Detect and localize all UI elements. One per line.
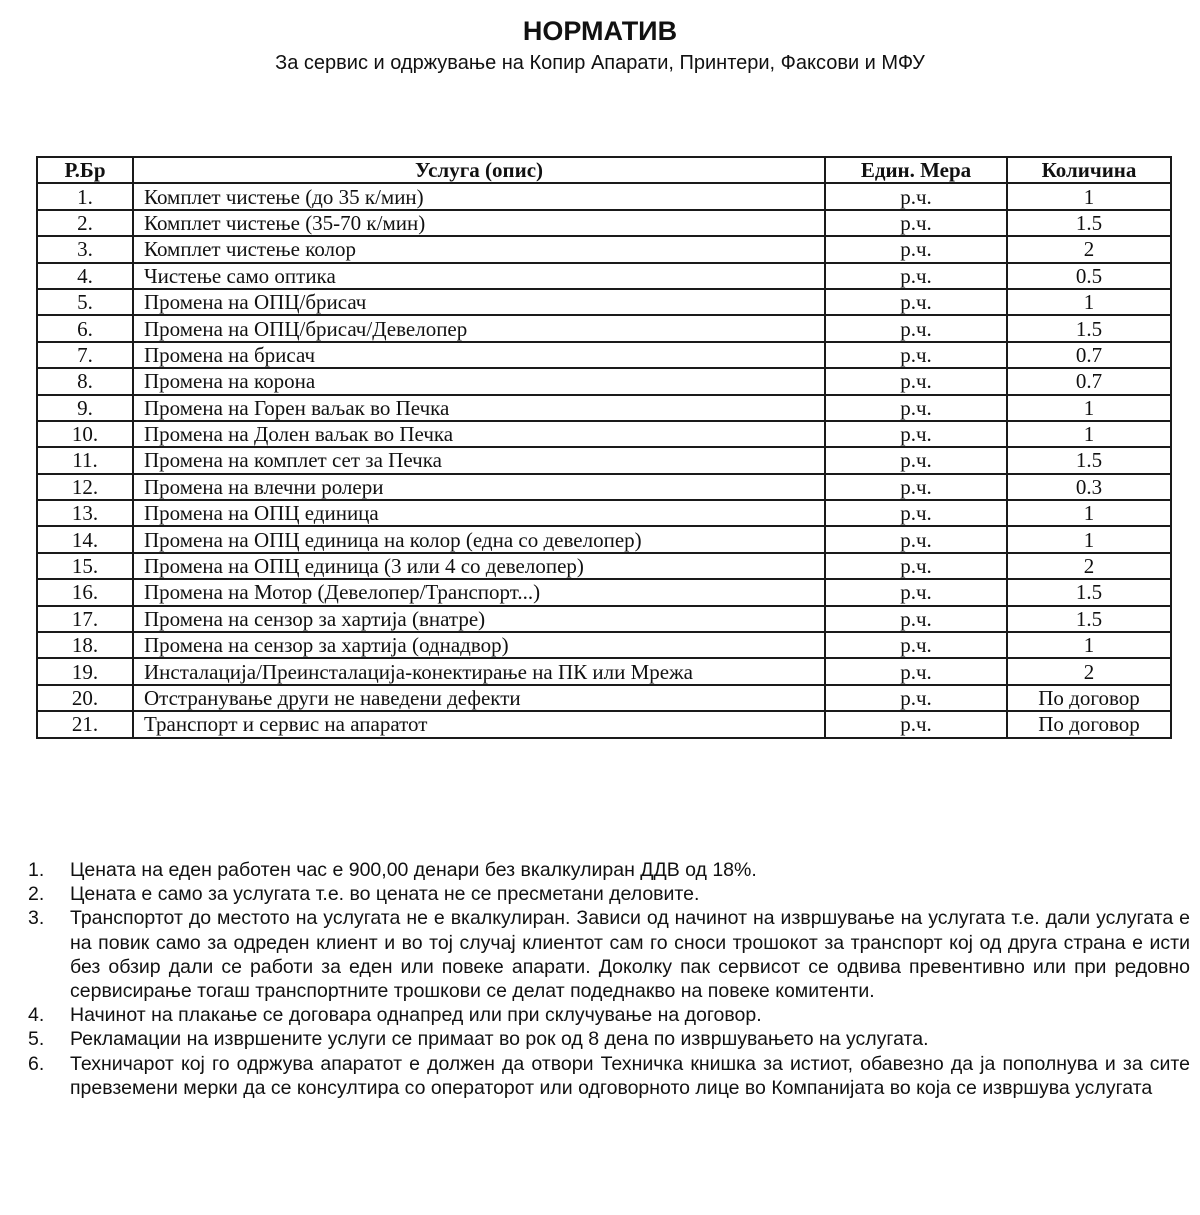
row-service: Инсталација/Преинсталација-конектирање на ПК или Мрежа: [133, 658, 825, 684]
row-number: 3.: [37, 236, 133, 262]
row-number: 6.: [37, 315, 133, 341]
row-service: Промена на сензор за хартија (внатре): [133, 606, 825, 632]
table-body: [37, 183, 1171, 737]
row-quantity: 1.5: [1007, 315, 1171, 341]
table-row: [37, 263, 1171, 289]
row-service: Промена на ОПЦ единица (3 или 4 со девелопер): [133, 553, 825, 579]
row-unit: р.ч.: [825, 368, 1007, 394]
row-number: 5.: [37, 289, 133, 315]
row-number: 13.: [37, 500, 133, 526]
row-unit: р.ч.: [825, 421, 1007, 447]
note-number: 4.: [28, 1004, 45, 1027]
row-unit: р.ч.: [825, 632, 1007, 658]
row-service: Промена на ОПЦ/брисач: [133, 289, 825, 315]
row-quantity: 1.5: [1007, 579, 1171, 605]
row-number: 8.: [37, 368, 133, 394]
row-service: Промена на корона: [133, 368, 825, 394]
table-row: [37, 183, 1171, 209]
note-item: [28, 882, 1190, 906]
table-row: [37, 447, 1171, 473]
column-header-service: Услуга (опис): [133, 157, 825, 183]
row-service: Промена на комплет сет за Печка: [133, 447, 825, 473]
table-row: [37, 632, 1171, 658]
table-row: [37, 210, 1171, 236]
note-text: Рекламации на извршените услуги се примаат во рок од 8 дена по извршувањето на услугата.: [70, 1028, 929, 1051]
row-service: Промена на ОПЦ единица на колор (една со девелопер): [133, 526, 825, 552]
row-quantity: 1: [1007, 526, 1171, 552]
note-text: Техничарот кој го одржува апаратот е должен да отвори Техничка книшка за истиот, обавезно да ја пополнува и за сите превземени мерки да се консултира со операторот или одговорното лице во Компанијата во која се извршува услугата: [70, 1052, 1190, 1099]
document-title: НОРМАТИВ: [522, 16, 678, 46]
row-quantity: 0.7: [1007, 342, 1171, 368]
row-service: Чистење само оптика: [133, 263, 825, 289]
row-unit: р.ч.: [825, 395, 1007, 421]
table-row: [37, 579, 1171, 605]
row-number: 14.: [37, 526, 133, 552]
row-unit: р.ч.: [825, 263, 1007, 289]
table-row: [37, 289, 1171, 315]
column-header-quantity: Количина: [1007, 157, 1171, 183]
row-unit: р.ч.: [825, 342, 1007, 368]
row-unit: р.ч.: [825, 474, 1007, 500]
document-subtitle: За сервис и одржување на Копир Апарати, Принтери, Факсови и МФУ: [275, 52, 925, 74]
row-service: Промена на Долен ваљак во Печка: [133, 421, 825, 447]
table-row: [37, 395, 1171, 421]
table-row: [37, 711, 1171, 737]
row-number: 12.: [37, 474, 133, 500]
row-number: 9.: [37, 395, 133, 421]
row-unit: р.ч.: [825, 606, 1007, 632]
note-number: 5.: [28, 1028, 45, 1051]
row-quantity: 0.5: [1007, 263, 1171, 289]
row-service: Транспорт и сервис на апаратот: [133, 711, 825, 737]
note-item: [28, 906, 1190, 1003]
table-row: [37, 315, 1171, 341]
notes-list: [28, 858, 1190, 1100]
row-service: Промена на брисач: [133, 342, 825, 368]
row-number: 16.: [37, 579, 133, 605]
row-service: Промена на ОПЦ единица: [133, 500, 825, 526]
row-quantity: 0.7: [1007, 368, 1171, 394]
row-number: 11.: [37, 447, 133, 473]
note-text: Начинот на плакање се договара однапред или при склучување на договор.: [70, 1004, 762, 1027]
row-service: Комплет чистење (35-70 к/мин): [133, 210, 825, 236]
row-quantity: 1.5: [1007, 210, 1171, 236]
row-quantity: 0.3: [1007, 474, 1171, 500]
row-quantity: 1.5: [1007, 447, 1171, 473]
table-row: [37, 553, 1171, 579]
row-quantity: 1: [1007, 632, 1171, 658]
row-number: 17.: [37, 606, 133, 632]
note-number: 2.: [28, 883, 45, 906]
table-header-row: [37, 157, 1171, 183]
row-service: Отстранување други не наведени дефекти: [133, 685, 825, 711]
row-number: 1.: [37, 183, 133, 209]
table-row: [37, 474, 1171, 500]
table-row: [37, 236, 1171, 262]
row-unit: р.ч.: [825, 210, 1007, 236]
row-quantity: 1.5: [1007, 606, 1171, 632]
note-number: 6.: [28, 1052, 45, 1075]
table-row: [37, 526, 1171, 552]
row-unit: р.ч.: [825, 315, 1007, 341]
table-row: [37, 421, 1171, 447]
table-row: [37, 685, 1171, 711]
row-unit: р.ч.: [825, 579, 1007, 605]
row-number: 18.: [37, 632, 133, 658]
note-number: 1.: [28, 859, 45, 881]
table-row: [37, 606, 1171, 632]
table-row: [37, 342, 1171, 368]
row-service: Промена на влечни ролери: [133, 474, 825, 500]
row-number: 7.: [37, 342, 133, 368]
row-unit: р.ч.: [825, 500, 1007, 526]
note-item: [28, 858, 1190, 882]
row-unit: р.ч.: [825, 289, 1007, 315]
row-quantity: 1: [1007, 183, 1171, 209]
row-quantity: По договор: [1007, 711, 1171, 737]
row-number: 19.: [37, 658, 133, 684]
row-service: Промена на Горен ваљак во Печка: [133, 395, 825, 421]
row-unit: р.ч.: [825, 526, 1007, 552]
row-quantity: 1: [1007, 289, 1171, 315]
row-number: 2.: [37, 210, 133, 236]
row-number: 10.: [37, 421, 133, 447]
note-text: Цената е само за услугата т.е. во цената не се пресметани деловите.: [70, 883, 700, 906]
row-service: Промена на ОПЦ/брисач/Девелопер: [133, 315, 825, 341]
row-quantity: 2: [1007, 658, 1171, 684]
row-unit: р.ч.: [825, 658, 1007, 684]
note-text: Цената на еден работен час е 900,00 денари без вкалкулиран ДДВ од 18%.: [70, 859, 757, 881]
row-number: 4.: [37, 263, 133, 289]
table-row: [37, 658, 1171, 684]
row-number: 21.: [37, 711, 133, 737]
column-header-unit: Един. Мера: [825, 157, 1007, 183]
note-text: Транспортот до местото на услугата не е вкалкулиран. Зависи од начинот на извршување на услугата т.е. дали услугата е на повик само за одреден клиент и во тој случај клиентот сам го сноси трошокот за транспорт кој од друга страна е исти без обзир дали се работи за еден или повеке апарати. Доколку пак сервисот се одвива превентивно или при редовно сервисирање тогаш транспортните трошкови се делат подеднакво на повеке комитенти.: [70, 907, 1190, 1003]
note-number: 3.: [28, 907, 45, 930]
row-unit: р.ч.: [825, 447, 1007, 473]
note-item: [28, 1003, 1190, 1027]
row-quantity: 2: [1007, 236, 1171, 262]
row-quantity: По договор: [1007, 685, 1171, 711]
table-row: [37, 500, 1171, 526]
row-quantity: 1: [1007, 395, 1171, 421]
row-quantity: 1: [1007, 421, 1171, 447]
row-number: 15.: [37, 553, 133, 579]
row-unit: р.ч.: [825, 685, 1007, 711]
row-service: Промена на Мотор (Девелопер/Транспорт...): [133, 579, 825, 605]
row-unit: р.ч.: [825, 711, 1007, 737]
row-unit: р.ч.: [825, 553, 1007, 579]
note-item: [28, 1027, 1190, 1051]
service-norm-table: [36, 156, 1172, 739]
row-quantity: 2: [1007, 553, 1171, 579]
table-row: [37, 368, 1171, 394]
row-number: 20.: [37, 685, 133, 711]
row-service: Комплет чистење колор: [133, 236, 825, 262]
row-quantity: 1: [1007, 500, 1171, 526]
row-unit: р.ч.: [825, 183, 1007, 209]
column-header-number: Р.Бр: [37, 157, 133, 183]
row-unit: р.ч.: [825, 236, 1007, 262]
row-service: Комплет чистење (до 35 к/мин): [133, 183, 825, 209]
row-service: Промена на сензор за хартија (однадвор): [133, 632, 825, 658]
note-item: [28, 1052, 1190, 1100]
